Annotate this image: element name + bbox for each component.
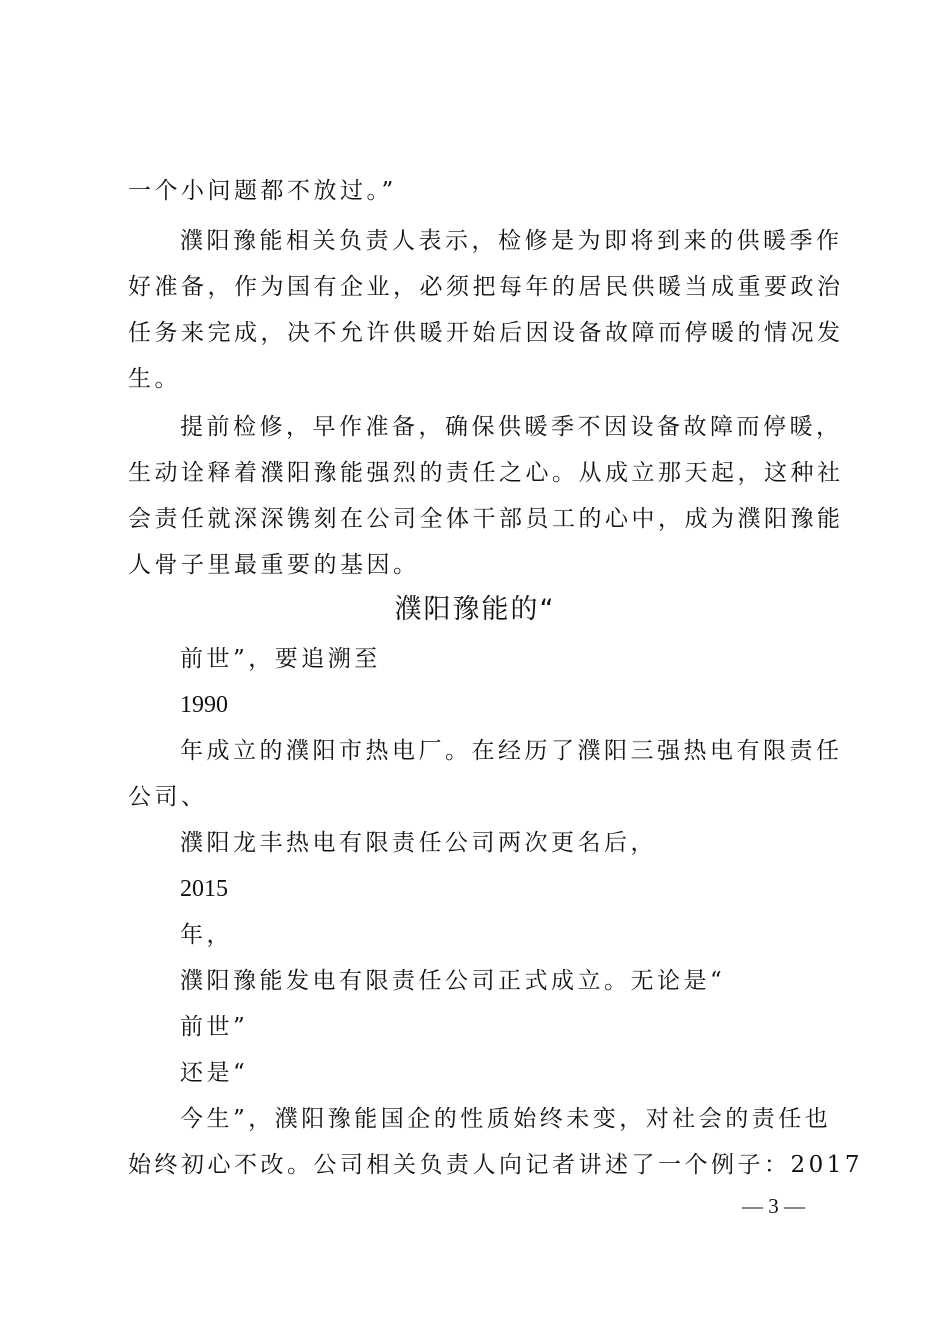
text-line: 始终初心不改。公司相关负责人向记者讲述了一个例子：2017 (128, 1152, 864, 1178)
section-heading: 濮阳豫能的“ (394, 594, 556, 625)
page-number: — 3 — (742, 1194, 805, 1218)
text-line: 一个小问题都不放过。” (128, 178, 397, 204)
text-line: 好准备，作为国有企业，必须把每年的居民供暖当成重要政治 (128, 274, 844, 300)
text-line: 濮阳豫能发电有限责任公司正式成立。无论是“ (180, 968, 726, 994)
text-line: 年成立的濮阳市热电厂。在经历了濮阳三强热电有限责任 (180, 738, 843, 764)
text-line: 今生”，濮阳豫能国企的性质始终未变，对社会的责任也 (180, 1106, 832, 1132)
text-line: 任务来完成，决不允许供暖开始后因设备故障而停暖的情况发 (128, 320, 844, 346)
text-line: 会责任就深深镌刻在公司全体干部员工的心中，成为濮阳豫能 (128, 506, 844, 532)
text-line: 前世”，要追溯至 (180, 646, 381, 672)
text-line: 生动诠释着濮阳豫能强烈的责任之心。从成立那天起，这种社 (128, 460, 844, 486)
text-line: 年， (180, 922, 233, 948)
text-line: 人骨子里最重要的基因。 (128, 552, 420, 578)
text-line: 前世” (180, 1014, 249, 1040)
text-line: 濮阳龙丰热电有限责任公司两次更名后， (180, 830, 657, 856)
paragraph-start: 提前检修，早作准备，确保供暖季不因设备故障而停暖， (180, 414, 843, 440)
text-line: 还是“ (180, 1060, 249, 1086)
text-line: 公司、 (128, 784, 208, 810)
year-text: 1990 (180, 692, 228, 718)
year-text: 2015 (180, 876, 228, 902)
paragraph-start: 濮阳豫能相关负责人表示，检修是为即将到来的供暖季作 (180, 228, 843, 254)
text-line: 生。 (128, 366, 181, 392)
